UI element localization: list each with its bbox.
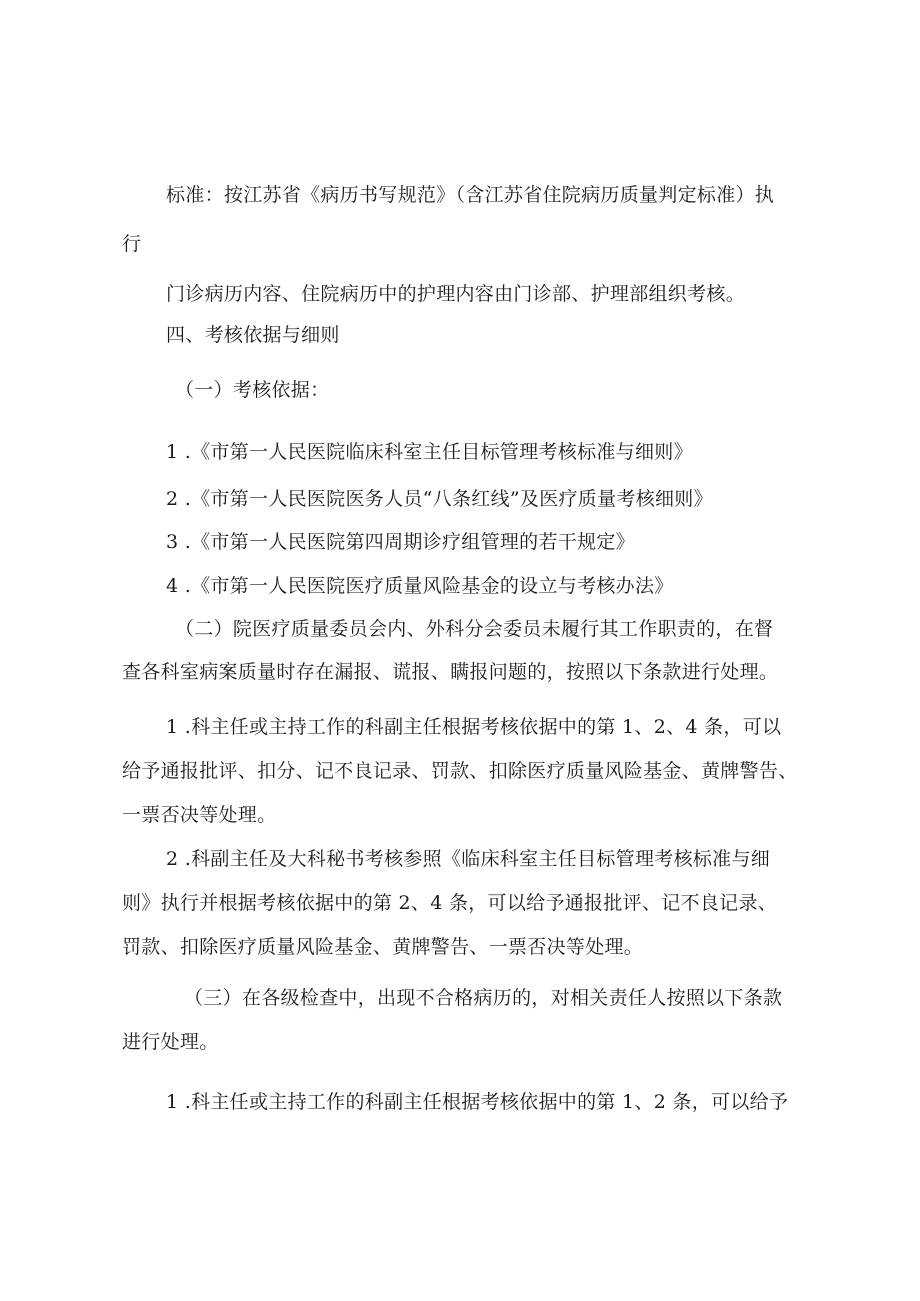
section-4-heading: 四、考核依据与细则: [166, 324, 340, 346]
basis-item-1: 1 .《市第一人民医院临床科室主任目标管理考核标准与细则》: [166, 441, 693, 463]
subsection-3-line-1: （三）在各级检查中，出现不合格病历的，对相关责任人按照以下条款: [184, 987, 783, 1009]
subsection-2-item-1-line-3: 一票否决等处理。: [122, 804, 277, 826]
basis-item-2: 2 .《市第一人民医院医务人员“八条红线”及医疗质量考核细则》: [166, 488, 713, 510]
subsection-2-item-2-line-2: 则》执行并根据考核依据中的第 2、4 条，可以给予通报批评、记不良记录、: [122, 892, 778, 914]
basis-item-3: 3 .《市第一人民医院第四周期诊疗组管理的若干规定》: [166, 531, 635, 553]
outpatient-paragraph: 门诊病历内容、住院病历中的护理内容由门诊部、护理部组织考核。: [166, 283, 746, 305]
subsection-2-line-1: （二）院医疗质量委员会内、外科分会委员未履行其工作职责的，在督: [175, 618, 774, 640]
subsection-2-item-1-line-1: 1 .科主任或主持工作的科副主任根据考核依据中的第 1、2、4 条，可以: [166, 716, 782, 738]
subsection-3-line-2: 进行处理。: [122, 1031, 219, 1053]
subsection-2-item-2-line-3: 罚款、扣除医疗质量风险基金、黄牌警告、一票否决等处理。: [122, 936, 644, 958]
standard-line-2: 行: [122, 233, 142, 255]
basis-item-4: 4 .《市第一人民医院医疗质量风险基金的设立与考核办法》: [166, 575, 674, 597]
subsection-2-item-2-line-1: 2 .科副主任及大科秘书考核参照《临床科室主任目标管理考核标准与细: [166, 848, 771, 870]
subsection-2-line-2: 查各科室病案质量时存在漏报、谎报、瞒报问题的，按照以下条款进行处理。: [122, 661, 779, 683]
subsection-1-heading: （一）考核依据：: [175, 379, 330, 401]
subsection-3-item-1-line-1: 1 .科主任或主持工作的科副主任根据考核依据中的第 1、2 条，可以给予: [166, 1091, 789, 1113]
subsection-2-item-1-line-2: 给予通报批评、扣分、记不良记录、罚款、扣除医疗质量风险基金、黄牌警告、: [122, 760, 798, 782]
standard-line-1: 标准：按江苏省《病历书写规范》（含江苏省住院病历质量判定标准）执: [166, 184, 775, 206]
